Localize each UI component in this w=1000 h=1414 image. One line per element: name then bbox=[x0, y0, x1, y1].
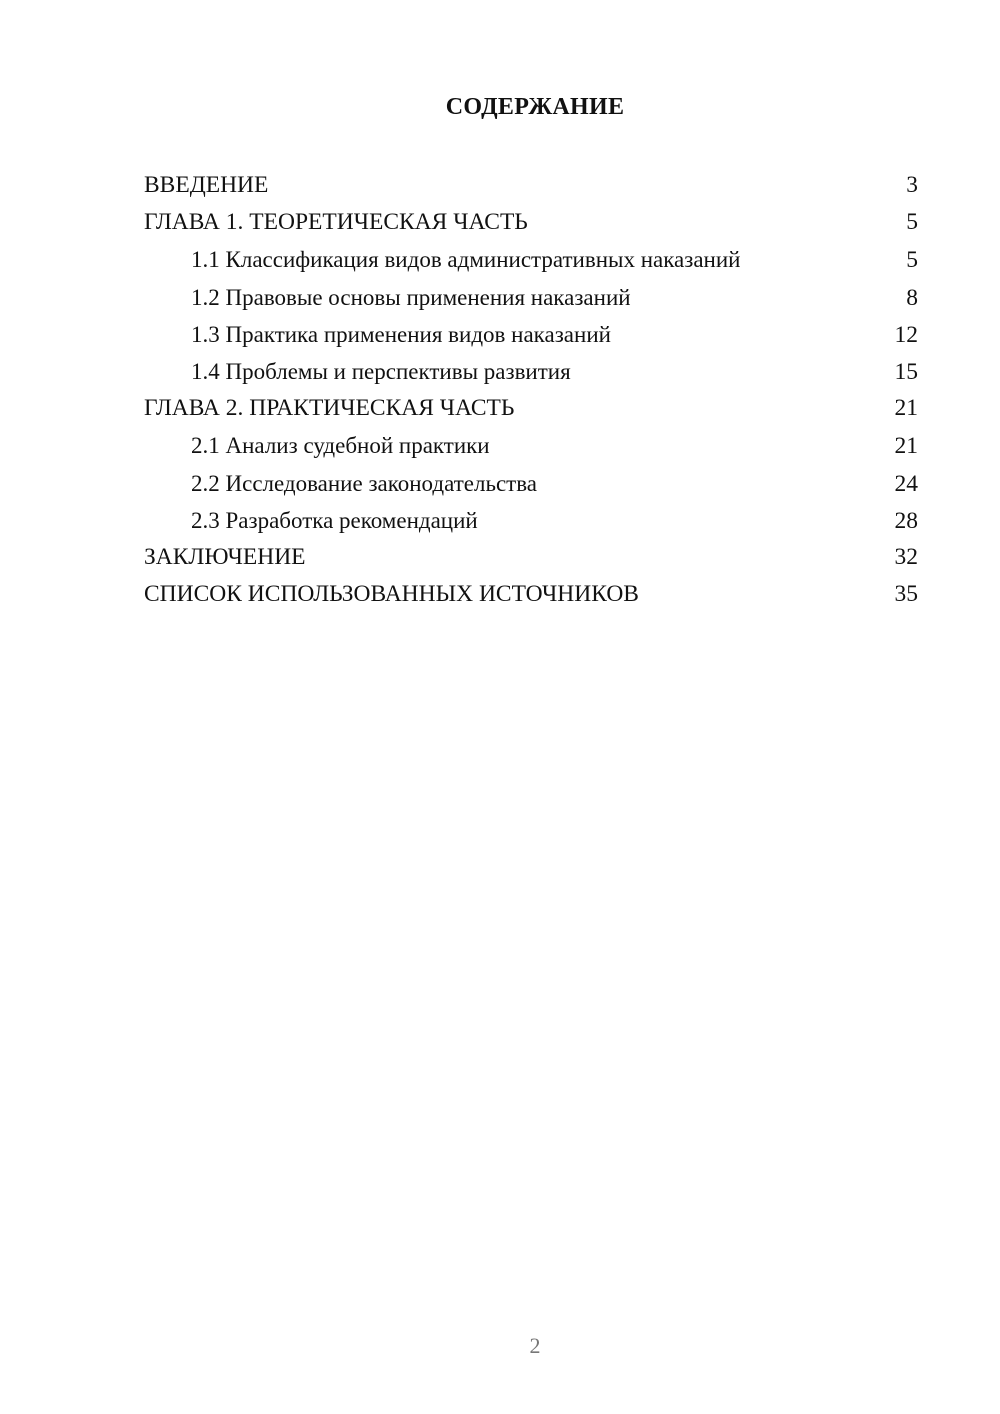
toc-entry-page: 28 bbox=[894, 507, 918, 534]
toc-entry-chapter-1[interactable] bbox=[144, 204, 918, 241]
toc-entry-section-1-3[interactable] bbox=[144, 316, 918, 353]
toc-entry-page: 32 bbox=[894, 543, 918, 570]
toc-entry-label: 2.3 Разработка рекомендаций bbox=[191, 507, 478, 533]
toc-entry-label: ЗАКЛЮЧЕНИЕ bbox=[144, 543, 306, 570]
toc-entry-page: 24 bbox=[894, 470, 918, 497]
toc-entry-page: 12 bbox=[894, 321, 918, 348]
toc-entry-page: 5 bbox=[906, 247, 918, 274]
toc-entry-label: СПИСОК ИСПОЛЬЗОВАННЫХ ИСТОЧНИКОВ bbox=[144, 581, 639, 608]
toc-entry-page: 15 bbox=[894, 358, 918, 385]
toc-entry-introduction[interactable] bbox=[144, 167, 918, 204]
toc-entry-label: 1.4 Проблемы и перспективы развития bbox=[191, 358, 571, 384]
page-title: СОДЕРЖАНИЕ bbox=[445, 94, 625, 120]
toc-entry-page: 21 bbox=[894, 395, 918, 422]
toc-entry-page: 21 bbox=[894, 433, 918, 460]
toc-entry-label: ГЛАВА 1. ТЕОРЕТИЧЕСКАЯ ЧАСТЬ bbox=[144, 209, 528, 236]
toc-entry-label: ВВЕДЕНИЕ bbox=[144, 172, 269, 198]
toc-entry-label: 1.2 Правовые основы применения наказаний bbox=[191, 284, 631, 310]
toc-entry-section-1-2[interactable] bbox=[144, 279, 918, 316]
toc-entry-label: ГЛАВА 2. ПРАКТИЧЕСКАЯ ЧАСТЬ bbox=[144, 395, 515, 422]
toc-entry-conclusion[interactable] bbox=[144, 539, 918, 576]
toc-entry-section-1-4[interactable] bbox=[144, 353, 918, 390]
page-number: 2 bbox=[529, 1333, 541, 1358]
toc-entry-section-2-1[interactable] bbox=[144, 427, 918, 464]
toc-entry-section-2-2[interactable] bbox=[144, 465, 918, 502]
toc-entry-section-2-3[interactable] bbox=[144, 502, 918, 539]
toc-entry-chapter-2[interactable] bbox=[144, 390, 918, 427]
table-of-contents bbox=[144, 167, 918, 613]
toc-entry-page: 5 bbox=[906, 209, 918, 236]
toc-entry-page: 35 bbox=[894, 581, 918, 608]
toc-entry-label: 1.1 Классификация видов административных наказаний bbox=[191, 247, 741, 273]
toc-entry-page: 3 bbox=[906, 172, 918, 198]
toc-entry-label: 2.1 Анализ судебной практики bbox=[191, 433, 490, 459]
toc-entry-section-1-1[interactable] bbox=[144, 241, 918, 278]
toc-entry-references[interactable] bbox=[144, 576, 918, 613]
toc-entry-label: 1.3 Практика применения видов наказаний bbox=[191, 321, 611, 347]
toc-entry-page: 8 bbox=[906, 284, 918, 311]
toc-entry-label: 2.2 Исследование законодательства bbox=[191, 470, 537, 496]
